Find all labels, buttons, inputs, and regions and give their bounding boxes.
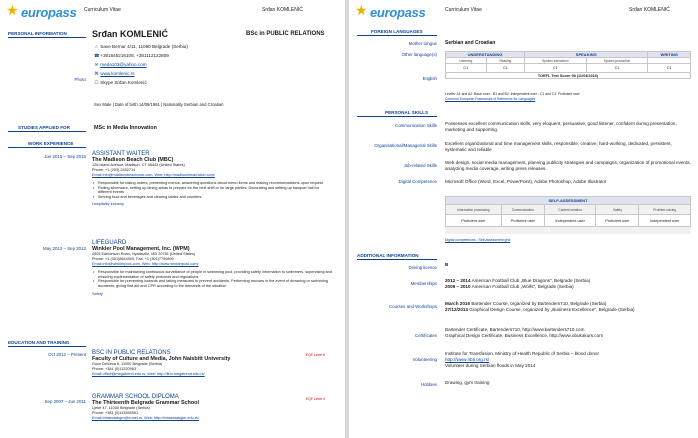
section-divider: [8, 147, 86, 148]
sub-spoken-interaction: Spoken interaction: [525, 58, 586, 64]
section-divider: [357, 116, 437, 117]
job-2-phone: Phone: +1 (301)8644900, Fax: +1 (301)7790890: [92, 257, 174, 261]
header-name: Srđan KOMLENIĆ: [629, 7, 670, 13]
hobbies-value: Drawing, gym training: [445, 380, 490, 385]
job-2-contact[interactable]: Email info@winklerpool.com, Web: http://www.winklerpool.com/: [92, 262, 199, 266]
self-value: Independent user: [544, 215, 595, 227]
page-header: [349, 0, 698, 26]
photo-label: Photo: [74, 77, 86, 82]
volunteering-label: Volunteering: [412, 357, 437, 362]
volunteering-link[interactable]: http://www.nbti.org.rs/: [445, 357, 490, 362]
self-value: Proficient user: [501, 215, 544, 227]
list-item: • Rolling silverware, setting up dining areas to prepare for the next shift or for large parties. Decorating and setting up banquet hall for different events: [92, 186, 332, 195]
edu-2-phone: Phone: +381 (0)113555551: [92, 411, 139, 415]
page-header: [0, 0, 345, 26]
self-value: Independent user: [639, 215, 691, 227]
job-1-employer: The Madison Beach Club (MBC): [92, 157, 174, 163]
level-cell: C1: [525, 64, 586, 73]
job-1: [92, 151, 342, 207]
edu-1: [92, 350, 342, 377]
job-1-dates: Jun 2015 – Sep 2015: [44, 154, 86, 159]
section-divider: [8, 346, 86, 347]
section-divider: [357, 35, 437, 36]
list-item: March 2016 Bartender Course, organized by Bartenders710, Belgrade (Serbia): [445, 301, 607, 306]
level-cell: C1: [648, 64, 691, 73]
contact-block: [94, 44, 344, 86]
phone-line: ☎ +381645216108, +381112122809: [94, 53, 169, 58]
header-speaking: SPEAKING: [525, 52, 648, 58]
edu-1-dates: Oct 2012 – Present: [48, 352, 86, 357]
hobbies-label: Hobbies: [420, 382, 437, 387]
header-doc-title: Curriculum Vitae: [84, 7, 121, 13]
mother-tongue-label: Mother tongue: [408, 41, 437, 46]
star-icon: ★: [355, 2, 368, 18]
job-2: [92, 240, 342, 297]
courses-list: [445, 301, 691, 313]
job-1-phone: Phone: +1 (203) 2452714: [92, 168, 136, 172]
person-name: Srđan KOMLENIĆ: [92, 29, 169, 39]
section-languages: FOREIGN LANGUAGES: [371, 29, 423, 34]
sub-listening: Listening: [446, 58, 487, 64]
self-header: Content creation: [544, 205, 595, 215]
target-degree: BSc in PUBLIC RELATIONS: [246, 31, 325, 37]
list-item: Institute for Transfusion, Ministry of Health Republic of Serbia – blood donor: [445, 351, 599, 356]
job-1-contact[interactable]: Email info@madisonbeachclub.com, Web: http://madisonbeachclub.com/: [92, 173, 215, 177]
self-value: Proficient user: [446, 215, 502, 227]
other-languages-label: Other language(s): [401, 52, 437, 57]
eqf-badge: EQF Level 6: [306, 353, 325, 357]
list-item: • Responsible for maintaining continuous surveillance of people in swimming pool, providing safety information to swimmers, supervising and ensuring implementation of safety protocols and regulations.: [92, 270, 332, 279]
edu-1-contact[interactable]: Email office@megatrend.edu.rs, Web: http://fkm.megatrend.edu.rs/: [92, 372, 205, 376]
job-2-sector: Safety: [92, 292, 103, 297]
driving-label: Driving licence: [408, 265, 437, 270]
studies-value: MSc in Media Innovation: [94, 125, 157, 131]
job-2-address: 4905 Edmonson Road, Hyattsville, MD 20781 (United States): [92, 252, 196, 256]
language-certificate: TOEFL Test Score 98 (11/04/2016): [446, 73, 691, 79]
list-item: • Responsible for taking orders, presenting menus, answering questions about menu items and making recommendations upon request: [92, 181, 332, 186]
web-link[interactable]: www.komlenic.rs: [100, 71, 135, 76]
cv-page-1: [0, 0, 345, 438]
self-header: Communication: [501, 205, 544, 215]
section-additional: ADDITIONAL INFORMATION: [357, 253, 419, 258]
section-studies: STUDIES APPLIED FOR: [18, 125, 70, 130]
section-divider: [8, 131, 86, 132]
list-item: 2009 – 2010 American Football Club „Wolfs", Belgrade (Serbia): [445, 284, 574, 289]
skill-text: Excellent organizational and time management skills, responsible, creative, hard-working, dedicated, persistent, systematic and reliable: [445, 141, 672, 152]
level-cell: C1: [446, 64, 487, 73]
web-line: [94, 71, 344, 77]
job-2-employer: Winkler Pool Management, Inc. (WPM): [92, 246, 190, 252]
skill-label: Communication Skills: [395, 123, 437, 128]
list-item: • Serving food and beverages and clearing tables and counters: [92, 195, 332, 200]
job-1-duties: [92, 181, 332, 199]
certificates-label: Certificates: [415, 333, 437, 338]
edu-2-address: Ljebe 47, 11000 Belgrade (Serbia): [92, 406, 150, 410]
job-1-address: 126 Island Avenue, Madison, CT 06443 (United States): [92, 163, 185, 167]
list-item: Graphical Design Certificate, Business Excellence, http://www.obukakurs.com: [445, 333, 604, 338]
email-link[interactable]: meda103@yahoo.com: [100, 62, 147, 67]
self-assessment-link[interactable]: Digital competences - Self-assessment grid: [445, 238, 511, 242]
europass-logo: ★ europass: [6, 2, 77, 20]
language-scale-note: Levels: A1 and A2: Basic user - B1 and B2: Independent user - C1 and C2: Proficient user: [445, 92, 580, 96]
edu-2-title: GRAMMAR SCHOOL DIPLOMA: [92, 394, 179, 400]
header-understanding: UNDERSTANDING: [446, 52, 525, 58]
skill-label: Job-related Skills: [403, 163, 437, 168]
language-english-label: English: [422, 76, 437, 81]
edu-1-title: BSC IN PUBLIC RELATIONS: [92, 350, 171, 356]
level-cell: C1: [486, 64, 524, 73]
section-personal-skills: PERSONAL SKILLS: [385, 110, 429, 115]
mother-tongue-value: Serbian and Croatian: [445, 40, 496, 46]
skill-text: Possesses excellent communication skills, very eloquent, persuasive, good listener, confident during presentation, marketing and supporting.: [445, 121, 677, 132]
driving-value: B: [445, 262, 449, 267]
sub-reading: Reading: [486, 58, 524, 64]
phone-icon: ☎: [94, 53, 100, 58]
skill-label: Digital Competence: [398, 179, 437, 184]
sub-spoken-production: Spoken production: [586, 58, 648, 64]
section-education: EDUCATION AND TRAINING: [8, 340, 70, 345]
section-personal-info: PERSONAL INFORMATION: [8, 31, 67, 36]
email-line: [94, 62, 344, 68]
memberships-list: [445, 278, 691, 290]
skype-icon: ☐: [94, 80, 99, 85]
section-work: WORK EXPERIENCE: [28, 141, 74, 146]
job-2-dates: May 2013 – Sep 2013: [43, 246, 86, 251]
self-header: Information processing: [446, 205, 502, 215]
address-line: ⌂ Save Bernar 4/11, 11080 Belgrade (Serbia): [95, 44, 188, 49]
self-header: Safety: [596, 205, 639, 215]
section-divider: [8, 37, 86, 38]
edu-2-dates: Sep 2007 – Jun 2011: [44, 399, 86, 404]
self-assessment-title: SELF-ASSESSMENT: [446, 197, 691, 205]
europass-logo: ★ europass: [355, 2, 426, 20]
skill-text: Web design, social media management, planning publicity strategies and campaigns, organization of promotional events, analyzing media coverage, writing press releases.: [445, 160, 691, 171]
header-name: Srđan KOMLENIĆ: [262, 7, 303, 13]
volunteering-list: [445, 351, 691, 369]
skype-line: ☐ Skype Srđan.Komlenić: [94, 80, 147, 85]
level-cell: C1: [586, 64, 648, 73]
language-table: [445, 51, 691, 79]
section-divider: [357, 259, 437, 260]
header-doc-title: Curriculum Vitae: [445, 7, 482, 13]
edu-1-phone: Phone: +381 (0)11220963: [92, 367, 136, 371]
list-item: Volunteer during Serbian floods in May 2014: [445, 363, 536, 368]
email-icon: ✉: [94, 62, 99, 67]
eqf-badge: EQF Level 4: [306, 397, 325, 401]
edu-2-contact[interactable]: Email trinaestabgm@eunet.rs, Web: http://trinaestabgim.edu.rs/: [92, 416, 199, 420]
job-1-title: ASSISTANT WAITER: [92, 151, 150, 157]
web-icon: ⌘: [94, 71, 99, 76]
skill-label: Organisational/Managerial Skills: [374, 143, 437, 148]
cv-page-2: [349, 0, 698, 438]
edu-1-address: Goce Delčeva 8, 11000 Belgrade (Serbia): [92, 362, 163, 366]
job-2-title: LIFEGUARD: [92, 240, 127, 246]
home-icon: ⌂: [95, 44, 98, 49]
list-item: 2012 – 2014 American Football Club „Blue Dragons", Belgrade (Serbia): [445, 278, 591, 283]
edu-1-school: Faculty of Culture and Media, John Naisbitt University: [92, 356, 231, 362]
self-value: Proficient user: [596, 215, 639, 227]
self-header: Problem solving: [639, 205, 691, 215]
self-assessment-table: [445, 196, 691, 227]
certificates-list: [445, 327, 691, 339]
job-2-duties: [92, 270, 332, 288]
demographics: Sex Male | Date of birth 14/08/1991 | Nationality Serbian and Croatian: [94, 102, 224, 107]
courses-label: Courses and Workshops: [389, 304, 437, 309]
edu-2: [92, 394, 342, 421]
edu-2-school: The Thirteenth Belgrade Grammar School: [92, 400, 199, 406]
memberships-label: Memberships: [410, 281, 437, 286]
star-icon: ★: [6, 2, 19, 18]
list-item: Bartender Certificate, Bartenders710, http://www.bartenders710.com: [445, 327, 585, 332]
list-item: 27/12/2013 Graphical Design Course, organized by „Business Excellence", Belgrade (Serbia): [445, 307, 635, 312]
framework-link[interactable]: Common European Framework of Reference for Languages: [445, 97, 536, 101]
job-1-sector: Hospitality industry: [92, 202, 124, 207]
header-writing: WRITING: [648, 52, 691, 58]
list-item: • Responsible for preventing hazards and taking measures to prevent accidents. Performing rescues in the event of drowning or swimming accidents, giving first aid and CPR according to the demands of the situation: [92, 279, 332, 288]
skill-text: Microsoft Office (Word, Excel, PowerPoint), Adobe Photoshop, Adobe Illustrator: [445, 179, 607, 184]
